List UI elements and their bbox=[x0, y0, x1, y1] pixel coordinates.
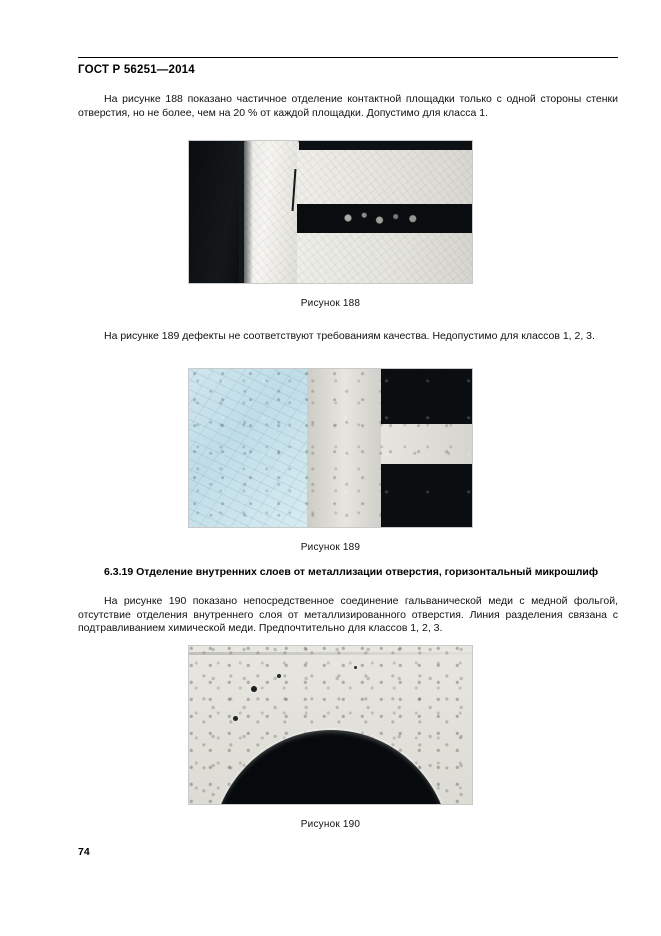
figure-188 bbox=[0, 140, 661, 309]
figure-188-caption: Рисунок 188 bbox=[300, 298, 361, 309]
paragraph-3 bbox=[78, 595, 618, 636]
page-number: 74 bbox=[78, 846, 90, 858]
figure-190-void-1 bbox=[251, 686, 257, 692]
figure-188-core-spots bbox=[339, 211, 429, 225]
paragraph-3-block bbox=[78, 595, 618, 636]
paragraph-3-text: На рисунке 190 показано непосредственное соединение гальванической меди с медной фольгой, отсутствие отделения внутреннего слоя от металлизированного отверстия. Линия разделения связана с подтравливанием химической меди. Предпочтительно для классов 1, 2, 3. bbox=[78, 595, 618, 635]
paragraph-2-block bbox=[78, 330, 618, 344]
section-heading-block bbox=[78, 565, 618, 579]
figure-189-image bbox=[188, 368, 473, 528]
figure-189-caption: Рисунок 189 bbox=[300, 542, 361, 553]
paragraph-1-text: На рисунке 188 показано частичное отделение контактной площадки только с одной стороны стенки отверстия, но не более, чем на 20 % от каждой площадки. Допустимо для класса 1. bbox=[78, 93, 618, 119]
figure-190-top-edge bbox=[189, 652, 473, 655]
standard-number: ГОСТ Р 56251—2014 bbox=[78, 64, 195, 76]
paragraph-2-text: На рисунке 189 дефекты не соответствуют требованиям качества. Недопустимо для классов 1, 2, 3. bbox=[104, 330, 595, 342]
figure-190-image bbox=[188, 645, 473, 805]
figure-190-void-2 bbox=[277, 674, 281, 678]
paragraph-1 bbox=[78, 93, 618, 120]
figure-188-plating-band bbox=[244, 141, 299, 284]
figure-188-image bbox=[188, 140, 473, 284]
paragraph-1-block bbox=[78, 93, 618, 120]
figure-188-pad-top bbox=[297, 150, 472, 204]
section-heading-text: 6.3.19 Отделение внутренних слоев от металлизации отверстия, горизонтальный микрошлиф bbox=[104, 566, 599, 578]
figure-190-void-3 bbox=[354, 666, 357, 669]
header-rule bbox=[78, 57, 618, 58]
document-header bbox=[78, 64, 195, 76]
figure-189-speckle bbox=[189, 369, 472, 527]
figure-188-pad-bottom bbox=[297, 233, 472, 284]
section-heading bbox=[78, 565, 618, 579]
paragraph-2 bbox=[78, 330, 618, 344]
figure-190-caption: Рисунок 190 bbox=[300, 819, 361, 830]
figure-190 bbox=[0, 645, 661, 830]
figure-190-void-4 bbox=[233, 716, 238, 721]
figure-189 bbox=[0, 368, 661, 553]
